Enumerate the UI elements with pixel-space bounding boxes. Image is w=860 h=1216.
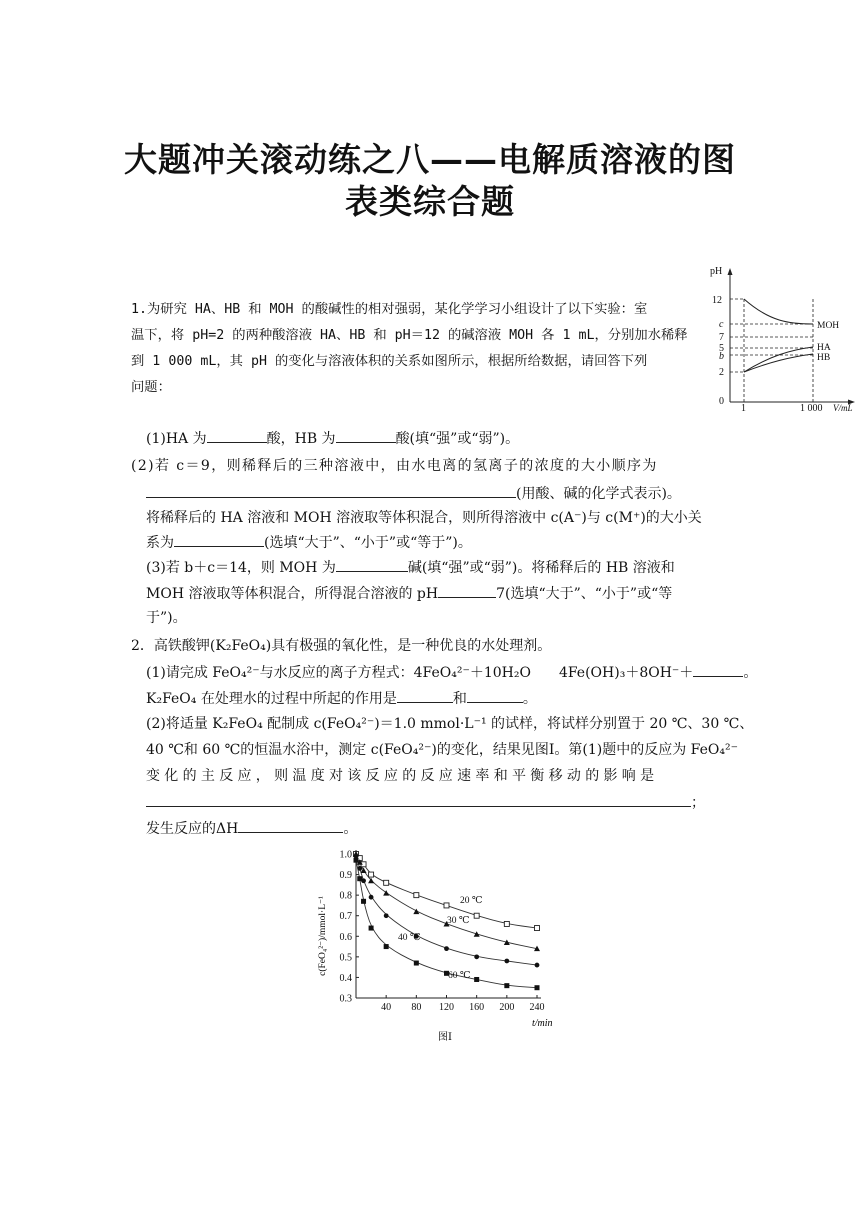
q1-part1: (1)HA 为 酸，HB 为 酸(填“强”或“弱”)。 <box>146 428 519 449</box>
data-point <box>535 926 540 931</box>
answer-blank-role1[interactable] <box>397 688 453 703</box>
q1-part2-line1: (2)若 c＝9，则稀释后的三种溶液中，由水电离的氢离子的浓度的大小顺序为 <box>131 458 658 474</box>
q2-part2-line1: (2)将适量 K₂FeO₄ 配制成 c(FeO₄²⁻)＝1.0 mmol·L⁻¹ 的试样，将试样分别置于 20 ℃、30 ℃、 <box>146 716 754 732</box>
ph-dilution-graph <box>700 262 860 414</box>
data-point <box>504 959 509 964</box>
figure-1-y-tick-label: 1.0 <box>339 849 352 861</box>
document-title-line1: 大题冲关滚动练之八——电解质溶液的图 <box>124 140 736 179</box>
graph1-tick-c: c <box>719 319 724 330</box>
answer-blank-moh[interactable] <box>336 557 408 572</box>
graph1-tick-12: 12 <box>712 295 722 306</box>
data-point <box>535 985 540 990</box>
data-point <box>444 946 449 951</box>
label-moh: MOH <box>817 321 840 331</box>
figure-1-x-tick-label: 160 <box>469 1002 485 1013</box>
data-point <box>384 913 389 918</box>
q1-part2-line2: (用酸、碱的化学式表示)。 <box>146 483 681 504</box>
q1-intro-line1: 1.为研究 HA、HB 和 MOH 的酸碱性的相对强弱，某化学学习小组设计了以下实验：室 <box>131 302 648 317</box>
data-point <box>369 895 374 900</box>
data-point <box>474 954 479 959</box>
data-point <box>368 878 374 884</box>
q1-intro-line3: 到 1 000 mL，其 pH 的变化与溶液体积的关系如图所示，根据所给数据，请回答下列 <box>131 354 648 369</box>
figure-1-y-tick-label: 0.6 <box>339 931 352 943</box>
answer-blank-product[interactable] <box>693 662 743 677</box>
data-point <box>504 983 509 988</box>
series-label: 20 ℃ <box>460 896 483 906</box>
data-point <box>361 899 366 904</box>
figure-1-x-tick-label: 120 <box>439 1002 454 1013</box>
series-label: 40 ℃ <box>398 933 421 943</box>
data-point <box>384 944 389 949</box>
graph1-tick-7: 7 <box>719 332 724 343</box>
q2-part2-line3: 变化的主反应，则温度对该反应的反应速率和平衡移动的影响是 <box>146 768 659 784</box>
answer-blank-temperature[interactable] <box>146 792 691 807</box>
series-label: 60 ℃ <box>448 971 471 981</box>
figure-1-y-tick-label: 0.7 <box>339 911 352 923</box>
q1-part3-line1: (3)若 b＋c＝14，则 MOH 为 碱(填“强”或“弱”)。将稀释后的 HB 溶液和 <box>146 557 675 578</box>
graph1-tick-2: 2 <box>719 367 724 378</box>
data-point <box>474 913 479 918</box>
figure-1-y-tick-label: 0.8 <box>339 890 352 902</box>
data-point <box>369 926 374 931</box>
graph1-xtick-1000: 1 000 <box>800 403 823 414</box>
data-point <box>384 880 389 885</box>
data-point <box>369 872 374 877</box>
answer-blank-hb[interactable] <box>336 428 396 443</box>
q1-part3-line3: 于”)。 <box>146 610 187 626</box>
q1-part2-line4: 系为 (选填“大于”、“小于”或“等于”)。 <box>146 532 472 553</box>
hb-curve <box>744 354 813 372</box>
q1-intro-line4: 问题： <box>131 380 171 395</box>
label-hb: HB <box>817 353 831 363</box>
data-point <box>357 876 362 881</box>
figure-1-x-tick-label: 200 <box>499 1002 515 1013</box>
graph1-tick-0: 0 <box>719 396 724 407</box>
graph1-x-label: V/mL <box>833 403 853 413</box>
series-label: 30 ℃ <box>447 916 470 926</box>
label-ha: HA <box>817 343 831 353</box>
answer-blank-dh[interactable] <box>238 818 343 833</box>
q2-intro: 2．高铁酸钾(K₂FeO₄)具有极强的氧化性，是一种优良的水处理剂。 <box>131 638 552 654</box>
graph1-tick-5: 5 <box>719 343 724 354</box>
figure-1-x-tick-label: 80 <box>411 1002 422 1013</box>
q1-part3-line2: MOH 溶液取等体积混合，所得混合溶液的 pH 7(选填“大于”、“小于”或“等 <box>146 583 672 604</box>
data-point <box>504 921 509 926</box>
data-point <box>414 893 419 898</box>
data-point <box>474 931 480 937</box>
figure-1-chart <box>310 838 560 1046</box>
q2-part1-line2: K₂FeO₄ 在处理水的过程中所起的作用是 和 。 <box>146 688 537 709</box>
data-point <box>357 866 362 871</box>
figure-1-y-tick-label: 0.3 <box>339 993 352 1005</box>
figure-1-caption: 图Ⅰ <box>438 1032 452 1043</box>
figure-1-x-label: t/min <box>532 1018 553 1029</box>
figure-1-y-tick-label: 0.4 <box>339 972 352 984</box>
figure-1-x-tick-label: 240 <box>529 1002 545 1013</box>
data-point <box>474 977 479 982</box>
q2-part2-line4: ； <box>146 792 705 813</box>
q1-part2-line3: 将稀释后的 HA 溶液和 MOH 溶液取等体积混合，则所得溶液中 c(A⁻)与 c(M⁺)的大小关 <box>146 510 702 526</box>
figure-1-y-tick-label: 0.5 <box>339 952 352 964</box>
graph1-y-label: pH <box>710 266 723 277</box>
q2-part1-line1: (1)请完成 FeO₄²⁻与水反应的离子方程式：4FeO₄²⁻＋10H₂O 4Fe(OH)₃＋8OH⁻＋ 。 <box>146 662 757 683</box>
answer-blank-ph[interactable] <box>438 583 496 598</box>
answer-blank-order[interactable] <box>146 483 516 498</box>
q2-part2-line5: 发生反应的ΔH 。 <box>146 818 357 839</box>
graph1-tick-b: b <box>719 351 724 362</box>
q2-part2-line2: 40 ℃和 60 ℃的恒温水浴中，测定 c(FeO₄²⁻)的变化，结果见图Ⅰ。第(1)题中的反应为 FeO₄²⁻ <box>146 742 738 758</box>
data-point <box>354 858 359 863</box>
series-line-1 <box>356 854 537 949</box>
data-point <box>444 903 449 908</box>
document-title-line2: 表类综合题 <box>345 182 515 221</box>
figure-1-y-tick-label: 0.9 <box>339 870 352 882</box>
answer-blank-compare[interactable] <box>174 532 264 547</box>
data-point <box>504 939 510 945</box>
figure-1-y-label: c(FeO₄²⁻)/mmol·L⁻¹ <box>318 896 328 976</box>
data-point <box>414 961 419 966</box>
figure-1-x-tick-label: 40 <box>381 1002 392 1013</box>
moh-curve <box>744 299 813 324</box>
data-point <box>535 963 540 968</box>
graph1-xtick-1: 1 <box>741 403 746 414</box>
q1-intro-line2: 温下，将 pH=2 的两种酸溶液 HA、HB 和 pH＝12 的碱溶液 MOH 各 1 mL，分别加水稀释 <box>131 328 688 343</box>
answer-blank-role2[interactable] <box>467 688 523 703</box>
answer-blank-ha[interactable] <box>207 428 267 443</box>
graph1-y-arrow <box>728 268 733 275</box>
